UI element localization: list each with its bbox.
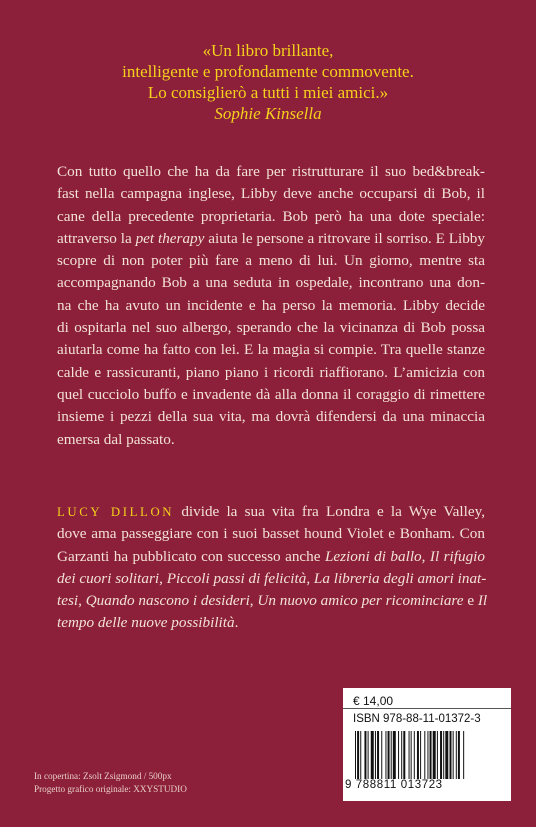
barcode-bar [433,731,436,779]
bio-text: , [249,592,258,610]
bio-line: dove ama passeggiare con i suoi basset hound Violet e Bonham. Con [57,525,485,543]
book-title: Il [477,592,488,610]
barcode-bar [360,731,361,779]
synopsis-line: quel cucciolo buffo e invadente dà alla donna il coraggio di rimettere [57,385,485,403]
bio-text: divide la sua vita fra Londra e la Wye Valley, [174,503,486,520]
barcode-bar [427,731,428,779]
barcode-bar [443,731,444,779]
book-title: Piccoli passi di felicità [166,569,307,587]
barcode-bar [456,731,457,779]
blurb-quote [0,40,536,124]
bio-text: . [234,614,239,632]
synopsis-line: Con tutto quello che ha da fare per ristrutturare il suo bed&break- [57,163,485,180]
bio-line [57,546,485,568]
barcode-bar [401,731,402,779]
book-title: Un nuovo amico per ricominciare [257,592,464,610]
book-title: Il rifugio [429,547,485,565]
synopsis-line: emersa dal passato. [57,430,175,448]
bio-text: Garzanti ha pubblicato con successo anche [57,547,325,565]
synopsis-line: fast nella campagna inglese, Libby deve anche occuparsi di Bob, il [57,185,485,203]
barcode-bar [450,731,452,779]
book-title: Quando nascono i desideri [85,592,250,610]
barcode-bar [377,731,379,779]
quote-author: Sophie Kinsella [214,104,322,123]
barcode-bar [398,731,399,779]
barcode-bar [453,731,454,779]
divider [343,708,511,709]
barcode-bar [437,731,438,779]
book-title: tesi [57,592,79,610]
synopsis-text: aiuta le persone a ritrovare il sorriso. E Libby [204,229,485,247]
author-name: LUCY DILLON [57,505,175,519]
bio-text: , [306,569,314,587]
barcode-bar [424,731,425,779]
synopsis-line: calde e rassicuranti, piano piano i ricordi riaffiorano. L’amicizia con [57,363,485,381]
barcode-bar [420,731,421,779]
barcode-bar [388,731,390,779]
synopsis-line: insieme i pezzi della sua vita, ma dovrà difendersi da una minaccia [57,408,485,426]
barcode-bar [393,731,396,779]
barcode-bar [368,731,369,779]
bio-text: , [159,569,167,587]
bio-text: e [463,592,478,610]
barcode-icon [355,731,503,779]
barcode-digits: 9 788811 013723 [345,779,443,791]
barcode-bar [375,731,376,779]
book-title: Lezioni di ballo [324,547,422,565]
barcode-bar [445,731,448,779]
barcode-bar [381,731,382,779]
synopsis-line: di ospitarla nel suo albergo, sperando che la vicinanza di Bob possa [57,319,485,337]
barcode-bar [403,731,405,779]
isbn-label: ISBN 978-88-11-01372-3 [353,713,481,725]
bio-line [57,590,488,612]
barcode-bar [385,731,386,779]
author-bio [57,501,488,635]
barcode-bar [391,731,392,779]
synopsis [57,161,485,451]
synopsis-line [57,228,485,250]
barcode-panel [343,688,511,801]
barcode-bar [371,731,374,779]
barcode-bar [414,731,415,779]
barcode-bar [440,731,442,779]
book-title: dei cuori solitari [57,569,160,587]
synopsis-line: na che ha avuto un incidente e ha perso la memoria. Libby decide [57,296,485,314]
synopsis-line: scopre di non poter più fare a meno di lui. Un giorno, mentre sta [57,252,485,270]
barcode-bar [417,731,419,779]
barcode-bar [357,731,359,779]
quote-line-3: Lo consiglierò a tutti i miei amici.» [147,83,389,102]
barcode-bar [458,731,460,779]
credits [34,770,187,796]
synopsis-line: cane della precedente proprietaria. Bob però ha una dote speciale: [57,207,485,225]
pet-therapy-italic: pet therapy [135,229,205,247]
bio-line [57,612,485,634]
synopsis-line: aiutarla come ha fatto con lei. E la magia si compie. Tra quelle stanze [57,341,485,359]
bio-line [57,568,485,590]
bio-text: , [78,592,86,610]
barcode-bar [463,731,464,779]
cover-credit: In copertina: Zsolt Zsigmond / 500px [34,771,172,781]
design-credit: Progetto grafico originale: XXYSTUDIO [34,784,187,794]
synopsis-text: attraverso la [57,229,136,247]
barcode-bar [364,731,366,779]
barcode-bar [355,731,356,779]
bio-text: , [421,547,430,565]
quote-line-2: intelligente e profondamente commovente. [122,62,414,81]
barcode-bar [430,731,432,779]
barcode-bar [411,731,412,779]
barcode-bar [409,731,410,779]
bio-line [57,501,485,523]
quote-line-1: «Un libro brillante, [202,41,334,60]
synopsis-line: accompagnando Bob a una seduta in ospedale, incontrano una don- [57,274,485,292]
book-title: tempo delle nuove possibilità [57,614,235,632]
book-title: La libreria degli amori inat- [313,569,487,587]
price-label: € 14,00 [353,694,394,708]
